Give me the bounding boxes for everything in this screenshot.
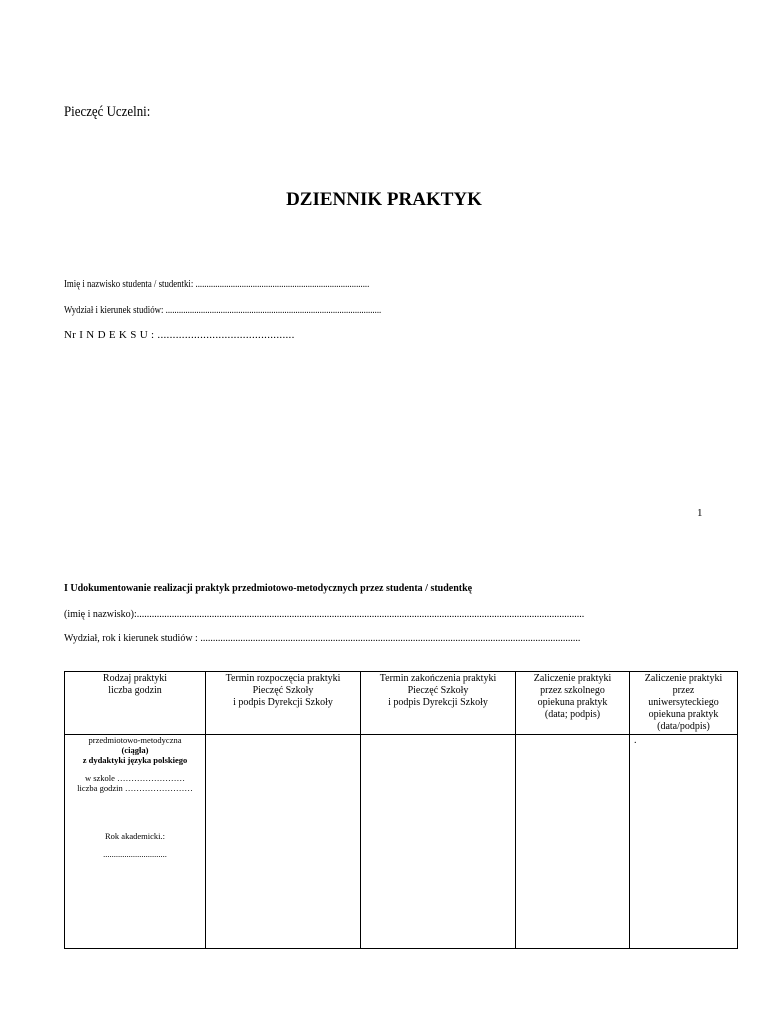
header-cell <box>206 672 361 735</box>
academic-year-label: Rok akademicki.: <box>105 831 165 841</box>
practice-type: przedmiotowo-metodyczna <box>88 735 182 745</box>
student-name-field: Imię i nazwisko studenta / studentki: ............................................................................... <box>64 278 370 290</box>
hours-line: liczba godzin …………………… <box>77 783 193 793</box>
table-header-row <box>65 672 738 735</box>
start-date-cell[interactable] <box>206 735 361 949</box>
page-title: DZIENNIK PRAKTYK <box>286 189 482 210</box>
practice-table <box>64 671 738 949</box>
table-row <box>65 735 738 949</box>
page-number: 1 <box>697 507 703 519</box>
university-approval-cell[interactable] <box>630 735 738 949</box>
department-line: Wydział, rok i kierunek studiów : ........................................................................................................................................................ <box>64 633 581 644</box>
faculty-field: Wydział i kierunek studiów: .................................................................................................. <box>64 304 382 316</box>
header-cell <box>630 672 738 735</box>
practice-subject: z dydaktyki języka polskiego <box>82 755 188 765</box>
header-university-approval: Zaliczenie praktyki przez uniwersyteckiego opiekuna praktyk (data/podpis) <box>644 673 723 732</box>
practice-type-cell <box>65 735 206 949</box>
academic-year-value: .............................. <box>103 849 167 859</box>
name-line: (imię i nazwisko):................................................................................................................................................................................... <box>64 609 585 620</box>
practice-mode: (ciągła) <box>121 745 149 755</box>
stamp-label: Pieczęć Uczelni: <box>64 104 151 120</box>
end-date-cell[interactable] <box>361 735 516 949</box>
header-end-date: Termin zakończenia praktyki Pieczęć Szkoły i podpis Dyrekcji Szkoły <box>379 673 497 708</box>
header-cell <box>516 672 630 735</box>
index-number-field: Nr I N D E K S U : ............................................. <box>64 329 295 341</box>
header-practice-type: Rodzaj praktyki liczba godzin <box>102 673 168 696</box>
section-heading: I Udokumentowanie realizacji praktyk przedmiotowo-metodycznych przez studenta / studentkę <box>64 583 473 594</box>
header-cell <box>361 672 516 735</box>
header-start-date: Termin rozpoczęcia praktyki Pieczęć Szkoły i podpis Dyrekcji Szkoły <box>225 673 341 708</box>
cell-mark: . <box>634 735 637 746</box>
header-cell <box>65 672 206 735</box>
school-line: w szkole …………………… <box>84 773 186 783</box>
header-school-approval: Zaliczenie praktyki przez szkolnego opiekuna praktyk (data; podpis) <box>533 673 612 720</box>
school-approval-cell[interactable] <box>516 735 630 949</box>
